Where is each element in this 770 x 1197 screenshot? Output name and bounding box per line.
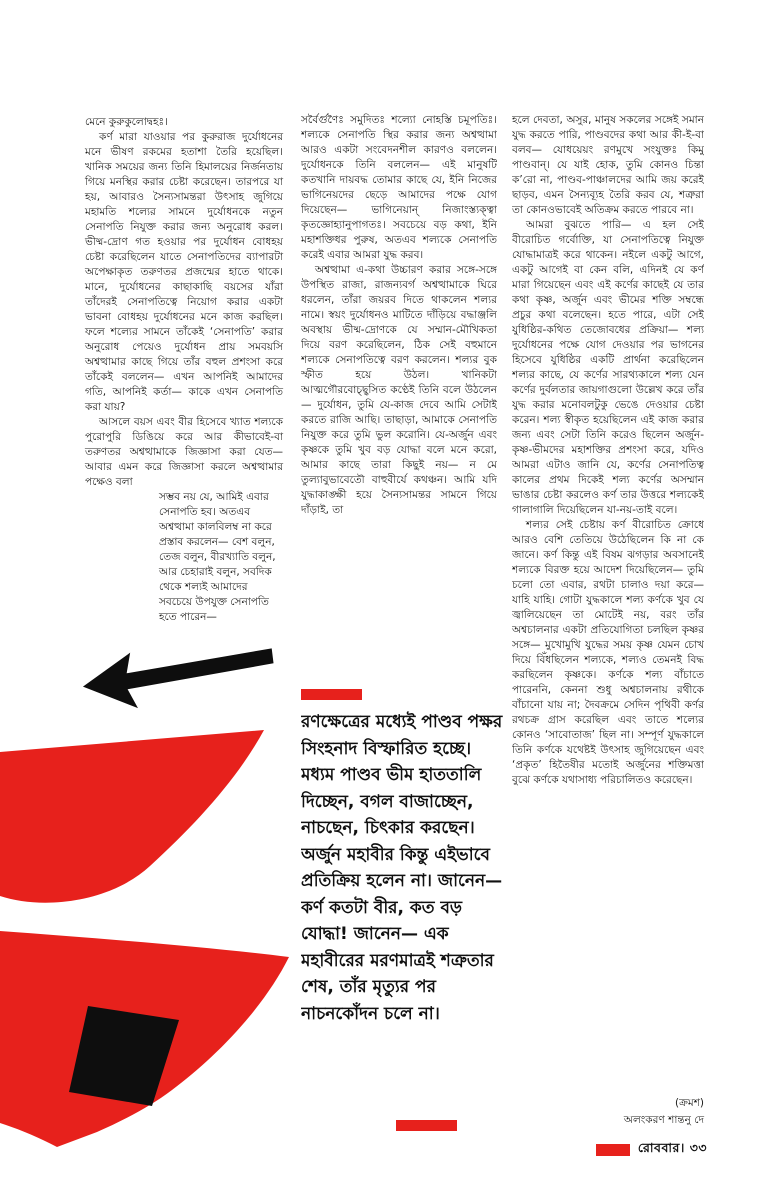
paragraph: শল্যর সেই চেষ্টায় কর্ণ বীরোচিত ক্রোধে আরও বেশি তেতিয়ে উঠেছিলেন কি না কে জানে। কর্ণ কিন্তু এই বিষম ঝগড়ার অবসানেই শল্যকে বিরক্ত হয়ে আদেশ দিয়েছিলেন— তুমি চলো তো এবার, রথটা চালাও দয়া করে— যাহি যাহি। গোটা যুদ্ধকালে শল্য কর্ণকে খুব যে জ্বালিয়েছেন তা মোটেই নয়, বরং তাঁর অশ্বচালনার একটা প্রতিযোগিতা চলছিল কৃষ্ণর সঙ্গে— মুখোমুখি যুদ্ধের সময় কৃষ্ণ যেমন চোখ দিয়ে বিঁধছিলেন শল্যকে, শল্যও তেমনই বিদ্ধ করছিলেন কৃষ্ণকে। কর্ণকে শল্য বাঁচাতে পারেননি, কেননা শুধু অশ্বচালনায় রথীকে বাঁচানো যায় না; দৈবক্রমে সেদিন পৃথিবী কর্ণর রথচক্র গ্রাস করেছিল এবং তাতে শল্যের কোনও ‘সাবোতাজ’ ছিল না। সম্পূর্ণ যুদ্ধকালে তিনি কর্ণকে যথেষ্টই উৎসাহ জুগিয়েছেন এবং ‘প্রকৃত’ হিতৈষীর মতোই অর্জুনের শক্তিমত্তা বুঝে কর্ণকে যথাসাধ্য পরিচালিতও করেছেন। — [512, 519, 704, 786]
upper-lip-shape — [0, 730, 264, 903]
red-abstract-artwork — [0, 720, 300, 1197]
article-credits — [624, 1095, 704, 1129]
column-3-text-block — [512, 113, 704, 1063]
black-arrow-icon — [77, 630, 279, 715]
illustration-credit: অলংকরণ শান্তনু দে — [623, 1114, 704, 1126]
paragraph-wrapped-around-art: সম্ভব নয় যে, আমিই এবার সেনাপতি হব। অতএব অশ্বত্থামা কালবিলম্ব না করে প্রস্তাব করলেন— বেশ বলুন, তেজ বলুন, বীরখ্যাতি বলুন, আর চেহারাই বলুন, সবদিক থেকে শল্যই আমাদের সবচেয়ে উপযুক্ত সেনাপতি হতে পারেন— — [159, 491, 276, 623]
paragraph: কর্ণ মারা যাওয়ার পর কুরুরাজ দুর্যোধনের মনে ভীষণ রকমের হতাশা তৈরি হয়েছিল। খানিক সময়ের জন্য তিনি হিমালয়ের নির্জনতায় গিয়ে মনস্থির করার চেষ্টা করেছেন। তারপরে যা হয়, আবারও সৈন্যসামন্তরা উৎসাহ জুগিয়ে মহামতি শল্যের সামনে দুর্যোধনকে নতুন সেনাপতি নিযুক্ত করার জন্য অনুরোধ করল। ভীষ্ম-দ্রোণ গত হওয়ার পর দুর্যোধন বোধহয় চেষ্টা করেছিলেন যাতে সেনাপতিদের ব্যাপারটা অপেক্ষাকৃত তরুণতর প্রজন্মের হাতে থাকে। মানে, দুর্যোধনের কাছাকাছি বয়সের যাঁরা তাঁদেরই সেনাপতিত্বে নিয়োগ করার একটা ভাবনা বোধহয় দুর্যোধনের মনে কাজ করছিল। ফলে শল্যের সামনে তাঁকেই ‘সেনাপতি’ করার অনুরোধ পেয়েও দুর্যোধন প্রায় সমবয়সি অশ্বত্থামার কাছে গিয়ে তাঁর বহুল প্রশংসা করে তাঁকেই বললেন— এখন আপনিই আমাদের গতি, আপনিই কর্তা— কাকে এখন সেনাপতি করা যায়? — [85, 131, 283, 413]
continuation-marker: (ক্রমশ) — [674, 1097, 704, 1109]
column-2-text-block — [301, 113, 497, 688]
pullquote-text: রণক্ষেত্রের মধ্যেই পাণ্ডব পক্ষর সিংহনাদ বিস্ফারিত হচ্ছে। মধ্যম পাণ্ডব ভীম হাততালি দিচ্ছেন, বগল বাজাচ্ছেন, নাচছেন, চিৎকার করছেন। অর্জুন মহাবীর কিন্তু এইভাবে প্রতিক্রিয় হলেন না। জানেন— কর্ণ কতটা বীর, কত বড় যোদ্ধা! জানেন— এক মহাবীরের মরণমাত্রই শত্রুতার শেষ, তাঁর মৃত্যুর পর নাচনকোঁদন চলে না। — [301, 712, 503, 1024]
text-column-1 — [85, 115, 283, 625]
paragraph: আসলে বয়স এবং বীর হিসেবে খ্যাত শল্যকে পুরোপুরি ডিঙিয়ে করে আর কীভাবেই-বা তরুণতর অশ্বত্থামাকে জিজ্ঞাসা করা যেত— আবার এমন করে জিজ্ঞাসা করলে অশ্বত্থামার পক্ষেও বলা — [85, 416, 283, 488]
page-footer — [596, 1140, 707, 1160]
text-column-2 — [301, 113, 497, 688]
paragraph: আমরা বুঝতে পারি— এ হল সেই বীরোচিত গর্বোক্তি, যা সেনাপতিত্বে নিযুক্ত যোদ্ধামাত্রই করে থাকেন। নইলে একটু আগে, একটু আগেই বা কেন বলি, এদিনই যে কর্ণ মারা গিয়েছেন এবং এই কর্ণের কাছেই যে তার কথা কৃষ্ণ, অর্জুন এবং ভীমের শক্তি সম্বন্ধে প্রচুর কথা বলেছেন। হতে পারে, এটা সেই যুধিষ্ঠির-কথিত তেজোবধের প্রক্রিয়া— শল্য দুর্যোধনের পক্ষে যোগ দেওয়ার পর ভাগনের হিসেবে যুধিষ্ঠির একটি প্রার্থনা করেছিলেন শল্যর কাছে, যে কর্ণের সারথ্যকালে শল্য যেন কর্ণের দুর্বলতার জায়গাগুলো উল্লেখ করে তাঁর যুদ্ধ করার মনোবলটুকু ভেঙে দেওয়ার চেষ্টা করেন। শল্য স্বীকৃত হয়েছিলেন এই কাজ করার জন্য এবং সেটা তিনি করেও ছিলেন অর্জুন-কৃষ্ণ-ভীমদের মহাশক্তির প্রশংসা করে, যদিও আমরা এটাও জানি যে, কর্ণের সেনাপতিত্ব কালের প্রথম দিকেই শল্য কর্ণের অসম্মান ভাঙার চেষ্টা করলেও কর্ণ তার উত্তরে শল্যকেই গালাগালি দিয়েছিলেন যা-নয়-তাই বলে। — [512, 219, 704, 516]
pullquote-top-rule — [301, 689, 362, 700]
paragraph: সর্বৈর্গুণৈঃ সমুদিতঃ শল্যো নোহস্তি চমূপতিঃ। শল্যকে সেনাপতি স্থির করার জন্য অশ্বত্থামা আরও একটা সংবেদনশীল কারণও বললেন। দুর্যোধনকে তিনি বললেন— এই মানুষটি কতখানি দায়বদ্ধ তোমার কাছে যে, ইনি নিজের ভাগিনেয়দের ছেড়ে আমাদের পক্ষে যোগ দিয়েছেন— ভাগিনেয়ান্ নিজাংস্ত্যক্ত্বা কৃতজ্ঞোহ্যানুপাগতঃ। সবচেয়ে বড় কথা, ইনি মহাশক্তিধর পুরুষ, অতএব শল্যকে সেনাপতি করেই এবার আমরা যুদ্ধ করব। — [301, 114, 497, 261]
pull-quote — [301, 689, 503, 1131]
pullquote-bottom-rule — [396, 1120, 457, 1131]
black-arrow-shape — [77, 630, 279, 715]
red-abstract-shapes — [0, 720, 300, 1197]
text-column-3 — [512, 113, 704, 1129]
paragraph: অশ্বত্থামা এ-কথা উচ্চারণ করার সঙ্গে-সঙ্গে উপস্থিত রাজা, রাজন্যবর্গ অশ্বত্থামাকে ঘিরে ধরলেন, তাঁরা জয়রব দিতে থাকলেন শল্যর নামে। স্বয়ং দুর্যোধনও মাটিতে দাঁড়িয়ে বদ্ধাঞ্জলি অবস্থায় ভীষ্ম-দ্রোণকে যে সম্মান-মৌখিকতা দিয়ে বরণ করেছিলেন, ঠিক সেই বহুমানে শল্যকে সেনাপতিত্বে বরণ করলেন। শল্যর বুক স্ফীত হয়ে উঠল। খানিকটা আত্মগৌরবোচ্ছ্বসিত কণ্ঠেই তিনি বলে উঠলেন— দুর্যোধন, তুমি যে-কাজ দেবে আমি সেটাই করতে রাজি আছি। তাছাড়া, আমাকে সেনাপতি নিযুক্ত করে তুমি ভুল করোনি। যে-অর্জুন এবং কৃষ্ণকে তুমি খুব বড় যোদ্ধা বলে মনে করো, আমার কাছে তারা কিছুই নয়— ন মে তুল্যাবুভাবেতৌ বাহুবীর্যে কথঞ্চন। আমি যদি যুদ্ধাকাঙ্ক্ষী হয়ে সৈন্যসামন্তর সামনে গিয়ে দাঁড়াই, তা — [301, 264, 497, 516]
folio-text: রোববার। ৩৩ — [637, 1140, 707, 1155]
paragraph: হলে দেবতা, অসুর, মানুষ সকলের সঙ্গেই সমান যুদ্ধ করতে পারি, পাণ্ডবদের কথা আর কী-ই-বা বলব— যোধয়েয়ং রণমুখে সংযুক্তঃ কিমু পাণ্ডবান্। যে যাই হোক, তুমি কোনও চিন্তা ক’রো না, পাণ্ডব-পাঞ্চালদের আমি জয় করেই ছাড়ব, এমন সৈন্যব্যূহ তৈরি করব যে, শত্রুরা তা কোনওভাবেই অতিক্রম করতে পারবে না। — [512, 114, 704, 216]
paragraph: মেনে কুরুকুলোদ্বহঃ। — [85, 116, 168, 128]
footer-red-mark — [596, 1144, 630, 1156]
